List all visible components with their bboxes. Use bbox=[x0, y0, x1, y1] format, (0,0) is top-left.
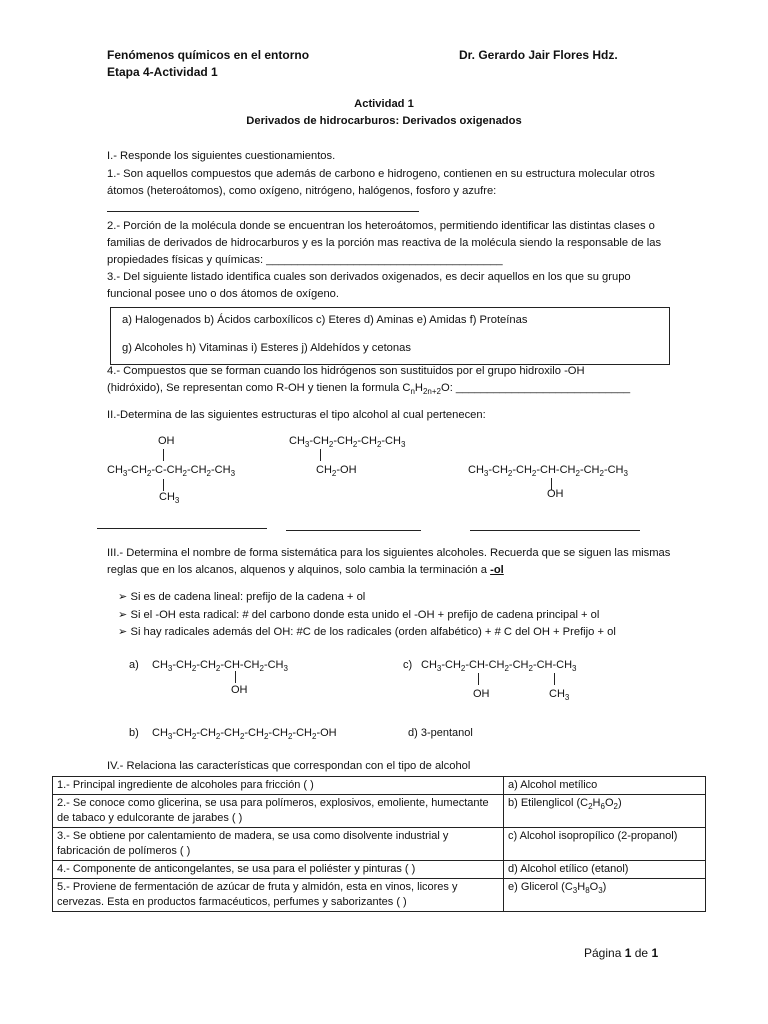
s1-chain: $CH_3-CH_2-C-CH_2-CH_2-CH_3$ bbox=[107, 464, 236, 479]
s1-bond-bottom bbox=[163, 479, 164, 491]
answer-line-s1[interactable] bbox=[97, 528, 267, 529]
item-d-label: d) 3-pentanol bbox=[408, 727, 473, 739]
arrow-bullet-icon: ➢ bbox=[118, 609, 131, 621]
table-row bbox=[53, 795, 706, 828]
item-c-label: c) bbox=[403, 659, 413, 671]
rule-2: ➢ Si el -OH esta radical: # del carbono donde esta unido el -OH + prefijo de cadena principal + ol bbox=[118, 609, 600, 621]
item-a-label: a) bbox=[129, 659, 139, 671]
options-row-2: g) Alcoholes h) Vitaminas i) Esteres j) Aldehídos y cetonas bbox=[122, 342, 411, 354]
options-row-1: a) Halogenados b) Ácidos carboxílicos c) Eteres d) Aminas e) Amidas f) Proteínas bbox=[122, 314, 528, 326]
course-title: Fenómenos químicos en el entorno bbox=[107, 48, 310, 62]
question-1: 1.- Son aquellos compuestos que además de carbono e hidrogeno, contienen en su estructura molecular otros átomos (heteroátomos), como oxígeno, nitrógeno, halógenos, fosforo y azufre: bbox=[107, 168, 655, 197]
item-b-label: b) bbox=[129, 727, 139, 739]
s2-top: $CH_3-CH_2-CH_2-CH_2-CH_3$ bbox=[289, 435, 406, 450]
item-a-oh: OH bbox=[231, 684, 248, 696]
item-a-chain: $CH_3-CH_2-CH_2-CH-CH_2-CH_3$ bbox=[152, 659, 288, 674]
relation-table bbox=[52, 776, 706, 912]
s2-bottom: $CH_2-OH$ bbox=[316, 464, 357, 479]
section1-heading: I.- Responde los siguientes cuestionamientos. bbox=[107, 150, 336, 162]
row-3-option: c) Alcohol isopropílico (2-propanol) bbox=[504, 828, 706, 861]
row-1-description: 1.- Principal ingrediente de alcoholes para fricción ( ) bbox=[53, 777, 504, 795]
table-row bbox=[53, 777, 706, 795]
activity-title: Actividad 1 bbox=[354, 98, 414, 110]
question-3: 3.- Del siguiente listado identifica cuales son derivados oxigenados, es decir aquellos en los que su grupo funcional posee uno o dos átomos de oxígeno. bbox=[107, 271, 631, 300]
item-c-oh: OH bbox=[473, 688, 490, 700]
table-row bbox=[53, 879, 706, 912]
question-4-line1: 4.- Compuestos que se forman cuando los hidrógenos son sustituidos por el grupo hidroxilo -OH bbox=[107, 365, 585, 377]
table-row bbox=[53, 861, 706, 879]
activity-subtitle: Derivados de hidrocarburos: Derivados oxigenados bbox=[246, 115, 522, 127]
s3-chain: $CH_3-CH_2-CH_2-CH-CH_2-CH_2-CH_3$ bbox=[468, 464, 628, 479]
row-5-description: 5.- Proviene de fermentación de azúcar de fruta y almidón, esta en vinos, licores y cervezas. Esta en productos farmacéuticos, perfumes y saborizantes ( ) bbox=[53, 879, 504, 912]
page-number: Página 1 de 1 bbox=[584, 946, 659, 960]
section2-heading: II.-Determina de las siguientes estructuras el tipo alcohol al cual pertenecen: bbox=[107, 409, 486, 421]
item-c-bond-1 bbox=[478, 673, 479, 685]
answer-line-s2[interactable] bbox=[286, 530, 421, 531]
s1-oh: OH bbox=[158, 435, 175, 447]
rule-3: ➢ Si hay radicales además del OH: #C de los radicales (orden alfabético) + # C del OH + Prefijo + ol bbox=[118, 626, 616, 638]
arrow-bullet-icon: ➢ bbox=[118, 626, 131, 638]
row-2-option: b) Etilenglicol $(C_2H_6O_2)$ bbox=[504, 795, 706, 828]
row-4-description: 4.- Componente de anticongelantes, se usa para el poliéster y pinturas ( ) bbox=[53, 861, 504, 879]
item-a-bond bbox=[235, 671, 236, 683]
options-box bbox=[110, 307, 670, 365]
s3-oh: OH bbox=[547, 488, 564, 500]
row-4-option: d) Alcohol etílico (etanol) bbox=[504, 861, 706, 879]
question-4-line2: (hidróxido), Se representan como R-OH y tienen la formula $C_nH_{2n+2}O$: ____________________________ bbox=[107, 382, 631, 397]
item-b-chain: $CH_3-CH_2-CH_2-CH_2-CH_2-CH_2-CH_2-OH$ bbox=[152, 727, 337, 742]
rule-1: ➢ Si es de cadena lineal: prefijo de la cadena + ol bbox=[118, 591, 366, 603]
arrow-bullet-icon: ➢ bbox=[118, 591, 131, 603]
author-name: Dr. Gerardo Jair Flores Hdz. bbox=[459, 48, 618, 62]
item-c-chain: $CH_3-CH_2-CH-CH_2-CH_2-CH-CH_3$ bbox=[421, 659, 577, 674]
table-row bbox=[53, 828, 706, 861]
row-1-option: a) Alcohol metílico bbox=[504, 777, 706, 795]
row-3-description: 3.- Se obtiene por calentamiento de madera, se usa como disolvente industrial y fabricación de polímeros ( ) bbox=[53, 828, 504, 861]
item-c-bond-2 bbox=[554, 673, 555, 685]
s1-bond-top bbox=[163, 449, 164, 461]
section3-heading: III.- Determina el nombre de forma sistemática para los siguientes alcoholes. Recuerda que se siguen las mismas reglas que en los alcanos, alquenos y alquinos, solo cambia la terminación a -ol bbox=[107, 547, 671, 576]
row-5-option: e) Glicerol $(C_3H_8O_3)$ bbox=[504, 879, 706, 912]
row-2-description: 2.- Se conoce como glicerina, se usa para polímeros, explosivos, emoliente, humectante de tabaco y edulcorante de jarabes ( ) bbox=[53, 795, 504, 828]
section4-heading: IV.- Relaciona las características que correspondan con el tipo de alcohol bbox=[107, 760, 471, 772]
answer-line-1[interactable] bbox=[107, 211, 419, 212]
question-2: 2.- Porción de la molécula donde se encuentran los heteroátomos, permitiendo identificar las distintas clases o familias de derivados de hidrocarburos y es la porción mas reactiva de la molécula siendo la responsable de las propiedades físicas y químicas: ______________________________________ bbox=[107, 220, 662, 266]
item-c-ch3: $CH_3$ bbox=[549, 688, 570, 703]
answer-line-s3[interactable] bbox=[470, 530, 640, 531]
s1-ch3: $CH_3$ bbox=[159, 491, 180, 506]
s2-bond bbox=[320, 449, 321, 461]
stage-label: Etapa 4-Actividad 1 bbox=[107, 65, 218, 79]
